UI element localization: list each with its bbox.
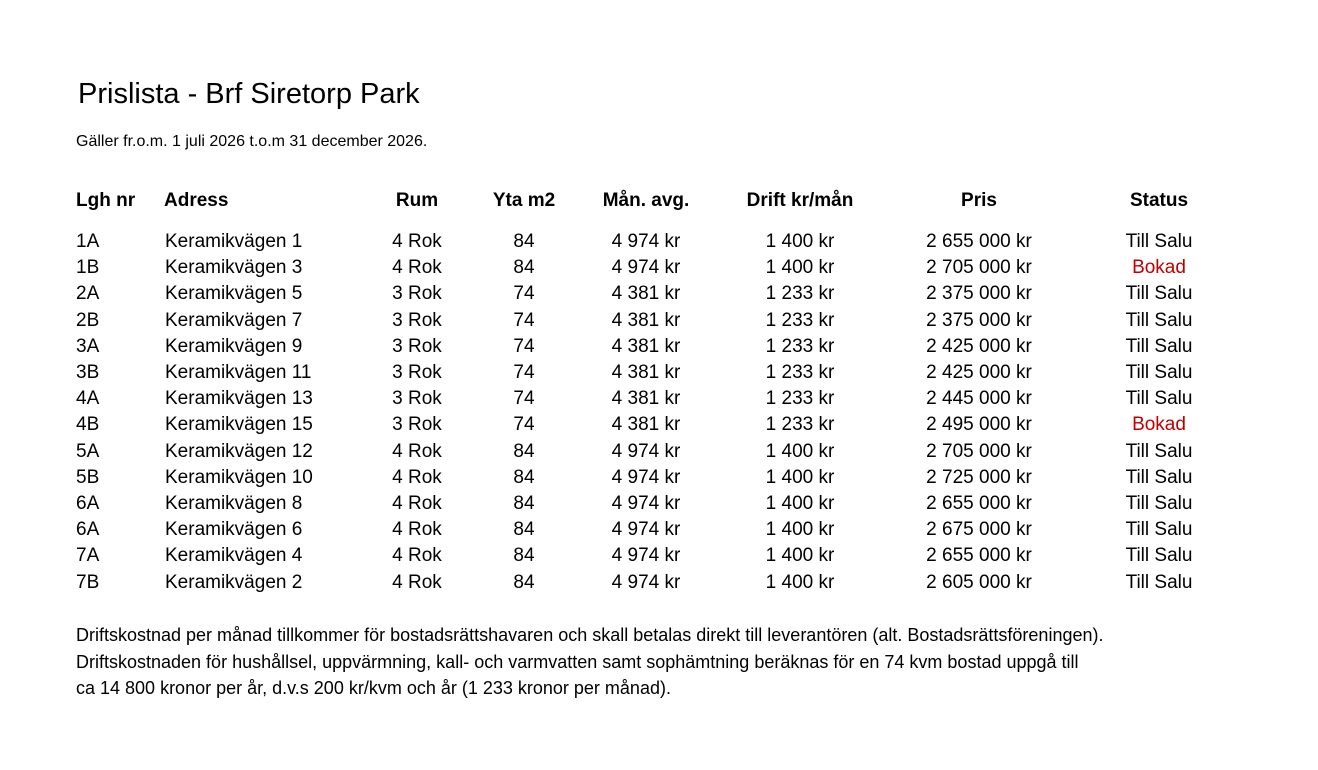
cell-rum: 4 Rok bbox=[392, 571, 442, 593]
cell-rum: 4 Rok bbox=[392, 231, 442, 252]
cell-adress: Keramikvägen 11 bbox=[165, 362, 312, 383]
cell-yta: 84 bbox=[513, 466, 535, 488]
cell-rum: 3 Rok bbox=[392, 414, 442, 436]
cell-lgh: 5B bbox=[76, 466, 100, 488]
cell-lgh: 6A bbox=[76, 519, 100, 541]
cell-adress: Keramikvägen 12 bbox=[165, 440, 313, 462]
footnote-line: Driftskostnaden för hushållsel, uppvärmning, kall- och varmvatten samt sophämtning beräknas för en 74 kvm bostad uppgå till bbox=[76, 651, 1079, 672]
cell-yta: 74 bbox=[513, 362, 535, 383]
cell-rum: 3 Rok bbox=[392, 335, 442, 357]
cell-drift: 1 400 kr bbox=[765, 545, 835, 567]
cell-pris: 2 375 000 kr bbox=[926, 283, 1032, 305]
cell-adress: Keramikvägen 8 bbox=[165, 493, 303, 514]
table-row bbox=[0, 308, 1318, 334]
header-drift: Drift kr/mån bbox=[746, 190, 854, 211]
page-title: Prislista - Brf Siretorp Park bbox=[78, 78, 420, 110]
cell-status: Till Salu bbox=[1125, 440, 1193, 462]
cell-adress: Keramikvägen 3 bbox=[165, 257, 303, 279]
cell-yta: 84 bbox=[513, 545, 535, 567]
cell-pris: 2 655 000 kr bbox=[926, 545, 1032, 567]
cell-lgh: 1A bbox=[76, 231, 100, 252]
cell-man-avg: 4 974 kr bbox=[611, 519, 681, 541]
cell-pris: 2 495 000 kr bbox=[926, 414, 1032, 436]
table-row bbox=[0, 281, 1318, 307]
cell-man-avg: 4 381 kr bbox=[611, 362, 681, 383]
table-row bbox=[0, 412, 1318, 438]
table-row bbox=[0, 386, 1318, 412]
cell-lgh: 4B bbox=[76, 414, 100, 436]
cell-yta: 84 bbox=[513, 571, 535, 593]
cell-status: Till Salu bbox=[1125, 362, 1193, 383]
cell-yta: 74 bbox=[513, 335, 535, 357]
cell-drift: 1 233 kr bbox=[765, 388, 835, 410]
cell-adress: Keramikvägen 6 bbox=[165, 519, 303, 541]
cell-drift: 1 400 kr bbox=[765, 519, 835, 541]
cell-lgh: 6A bbox=[76, 493, 100, 514]
table-row bbox=[0, 334, 1318, 360]
cell-drift: 1 400 kr bbox=[765, 466, 835, 488]
cell-drift: 1 233 kr bbox=[765, 335, 835, 357]
header-man-avg: Mån. avg. bbox=[602, 190, 690, 211]
cell-lgh: 5A bbox=[76, 440, 100, 462]
cell-drift: 1 233 kr bbox=[765, 309, 835, 331]
cell-status: Till Salu bbox=[1125, 493, 1193, 514]
cell-status: Bokad bbox=[1132, 257, 1186, 279]
cell-rum: 4 Rok bbox=[392, 519, 442, 541]
table-row bbox=[0, 570, 1318, 596]
cell-adress: Keramikvägen 4 bbox=[165, 545, 303, 567]
cell-drift: 1 233 kr bbox=[765, 414, 835, 436]
cell-status: Till Salu bbox=[1125, 231, 1193, 252]
cell-man-avg: 4 974 kr bbox=[611, 257, 681, 279]
cell-rum: 4 Rok bbox=[392, 257, 442, 279]
table-row bbox=[0, 360, 1318, 386]
cell-pris: 2 655 000 kr bbox=[926, 231, 1032, 252]
cell-pris: 2 425 000 kr bbox=[926, 335, 1032, 357]
cell-adress: Keramikvägen 7 bbox=[165, 309, 303, 331]
cell-man-avg: 4 381 kr bbox=[611, 335, 681, 357]
cell-yta: 74 bbox=[513, 309, 535, 331]
cell-lgh: 2A bbox=[76, 283, 100, 305]
cell-status: Till Salu bbox=[1125, 466, 1193, 488]
table-row bbox=[0, 229, 1318, 255]
cell-yta: 74 bbox=[513, 414, 535, 436]
cell-pris: 2 675 000 kr bbox=[926, 519, 1032, 541]
cell-yta: 74 bbox=[513, 388, 535, 410]
cell-adress: Keramikvägen 15 bbox=[165, 414, 313, 436]
cell-status: Till Salu bbox=[1125, 545, 1193, 567]
cell-man-avg: 4 974 kr bbox=[611, 493, 681, 514]
cell-pris: 2 705 000 kr bbox=[926, 257, 1032, 279]
cell-adress: Keramikvägen 1 bbox=[165, 231, 303, 252]
cell-rum: 4 Rok bbox=[392, 466, 442, 488]
cell-drift: 1 400 kr bbox=[765, 493, 835, 514]
cell-rum: 4 Rok bbox=[392, 440, 442, 462]
cell-yta: 84 bbox=[513, 440, 535, 462]
cell-rum: 3 Rok bbox=[392, 283, 442, 305]
cell-adress: Keramikvägen 10 bbox=[165, 466, 313, 488]
cell-lgh: 3B bbox=[76, 362, 100, 383]
cell-pris: 2 725 000 kr bbox=[926, 466, 1032, 488]
cell-man-avg: 4 974 kr bbox=[611, 466, 681, 488]
cell-status: Till Salu bbox=[1125, 335, 1193, 357]
cell-lgh: 4A bbox=[76, 388, 100, 410]
cell-status: Till Salu bbox=[1125, 571, 1193, 593]
cell-pris: 2 655 000 kr bbox=[926, 493, 1032, 514]
cell-lgh: 3A bbox=[76, 335, 100, 357]
cell-lgh: 2B bbox=[76, 309, 100, 331]
cell-adress: Keramikvägen 13 bbox=[165, 388, 313, 410]
header-pris: Pris bbox=[961, 190, 997, 211]
validity-subtitle: Gäller fr.o.m. 1 juli 2026 t.o.m 31 december 2026. bbox=[76, 133, 428, 150]
cell-man-avg: 4 381 kr bbox=[611, 414, 681, 436]
cell-drift: 1 400 kr bbox=[765, 257, 835, 279]
cell-lgh: 7A bbox=[76, 545, 100, 567]
cell-yta: 84 bbox=[513, 519, 535, 541]
footnote bbox=[76, 622, 1276, 702]
cell-lgh: 1B bbox=[76, 257, 100, 279]
header-status: Status bbox=[1129, 190, 1189, 211]
cell-man-avg: 4 381 kr bbox=[611, 388, 681, 410]
cell-man-avg: 4 381 kr bbox=[611, 283, 681, 305]
header-yta: Yta m2 bbox=[492, 190, 556, 211]
table-row bbox=[0, 439, 1318, 465]
cell-rum: 4 Rok bbox=[392, 493, 442, 514]
table-row bbox=[0, 517, 1318, 543]
cell-man-avg: 4 974 kr bbox=[611, 440, 681, 462]
cell-drift: 1 233 kr bbox=[765, 362, 835, 383]
header-rum: Rum bbox=[395, 190, 439, 211]
cell-drift: 1 400 kr bbox=[765, 440, 835, 462]
cell-status: Bokad bbox=[1132, 414, 1186, 436]
cell-yta: 84 bbox=[513, 257, 535, 279]
cell-pris: 2 605 000 kr bbox=[926, 571, 1032, 593]
header-lgh: Lgh nr bbox=[76, 190, 136, 211]
cell-rum: 4 Rok bbox=[392, 545, 442, 567]
cell-status: Till Salu bbox=[1125, 388, 1193, 410]
cell-status: Till Salu bbox=[1125, 283, 1193, 305]
cell-yta: 84 bbox=[513, 231, 535, 252]
cell-status: Till Salu bbox=[1125, 309, 1193, 331]
footnote-line: Driftskostnad per månad tillkommer för bostadsrättshavaren och skall betalas direkt till leverantören (alt. Bostadsrättsföreningen). bbox=[76, 625, 1104, 645]
cell-man-avg: 4 974 kr bbox=[611, 231, 681, 252]
cell-yta: 74 bbox=[513, 283, 535, 305]
table-row bbox=[0, 543, 1318, 569]
cell-pris: 2 425 000 kr bbox=[926, 362, 1032, 383]
cell-status: Till Salu bbox=[1125, 519, 1193, 541]
cell-pris: 2 375 000 kr bbox=[926, 309, 1032, 331]
cell-man-avg: 4 974 kr bbox=[611, 571, 681, 593]
cell-pris: 2 445 000 kr bbox=[926, 388, 1032, 410]
header-adress: Adress bbox=[164, 190, 229, 211]
cell-rum: 3 Rok bbox=[392, 309, 442, 331]
cell-lgh: 7B bbox=[76, 571, 100, 593]
table-row bbox=[0, 465, 1318, 491]
cell-drift: 1 233 kr bbox=[765, 283, 835, 305]
cell-drift: 1 400 kr bbox=[765, 231, 835, 252]
cell-yta: 84 bbox=[513, 493, 535, 514]
cell-pris: 2 705 000 kr bbox=[926, 440, 1032, 462]
cell-rum: 3 Rok bbox=[392, 388, 442, 410]
cell-rum: 3 Rok bbox=[392, 362, 442, 383]
cell-adress: Keramikvägen 2 bbox=[165, 571, 303, 593]
table-header bbox=[0, 188, 1318, 214]
cell-man-avg: 4 974 kr bbox=[611, 545, 681, 567]
cell-adress: Keramikvägen 5 bbox=[165, 283, 303, 305]
table-row bbox=[0, 491, 1318, 517]
cell-drift: 1 400 kr bbox=[765, 571, 835, 593]
cell-man-avg: 4 381 kr bbox=[611, 309, 681, 331]
cell-adress: Keramikvägen 9 bbox=[165, 335, 303, 357]
footnote-line: ca 14 800 kronor per år, d.v.s 200 kr/kvm och år (1 233 kronor per månad). bbox=[76, 678, 671, 698]
table-row bbox=[0, 255, 1318, 281]
